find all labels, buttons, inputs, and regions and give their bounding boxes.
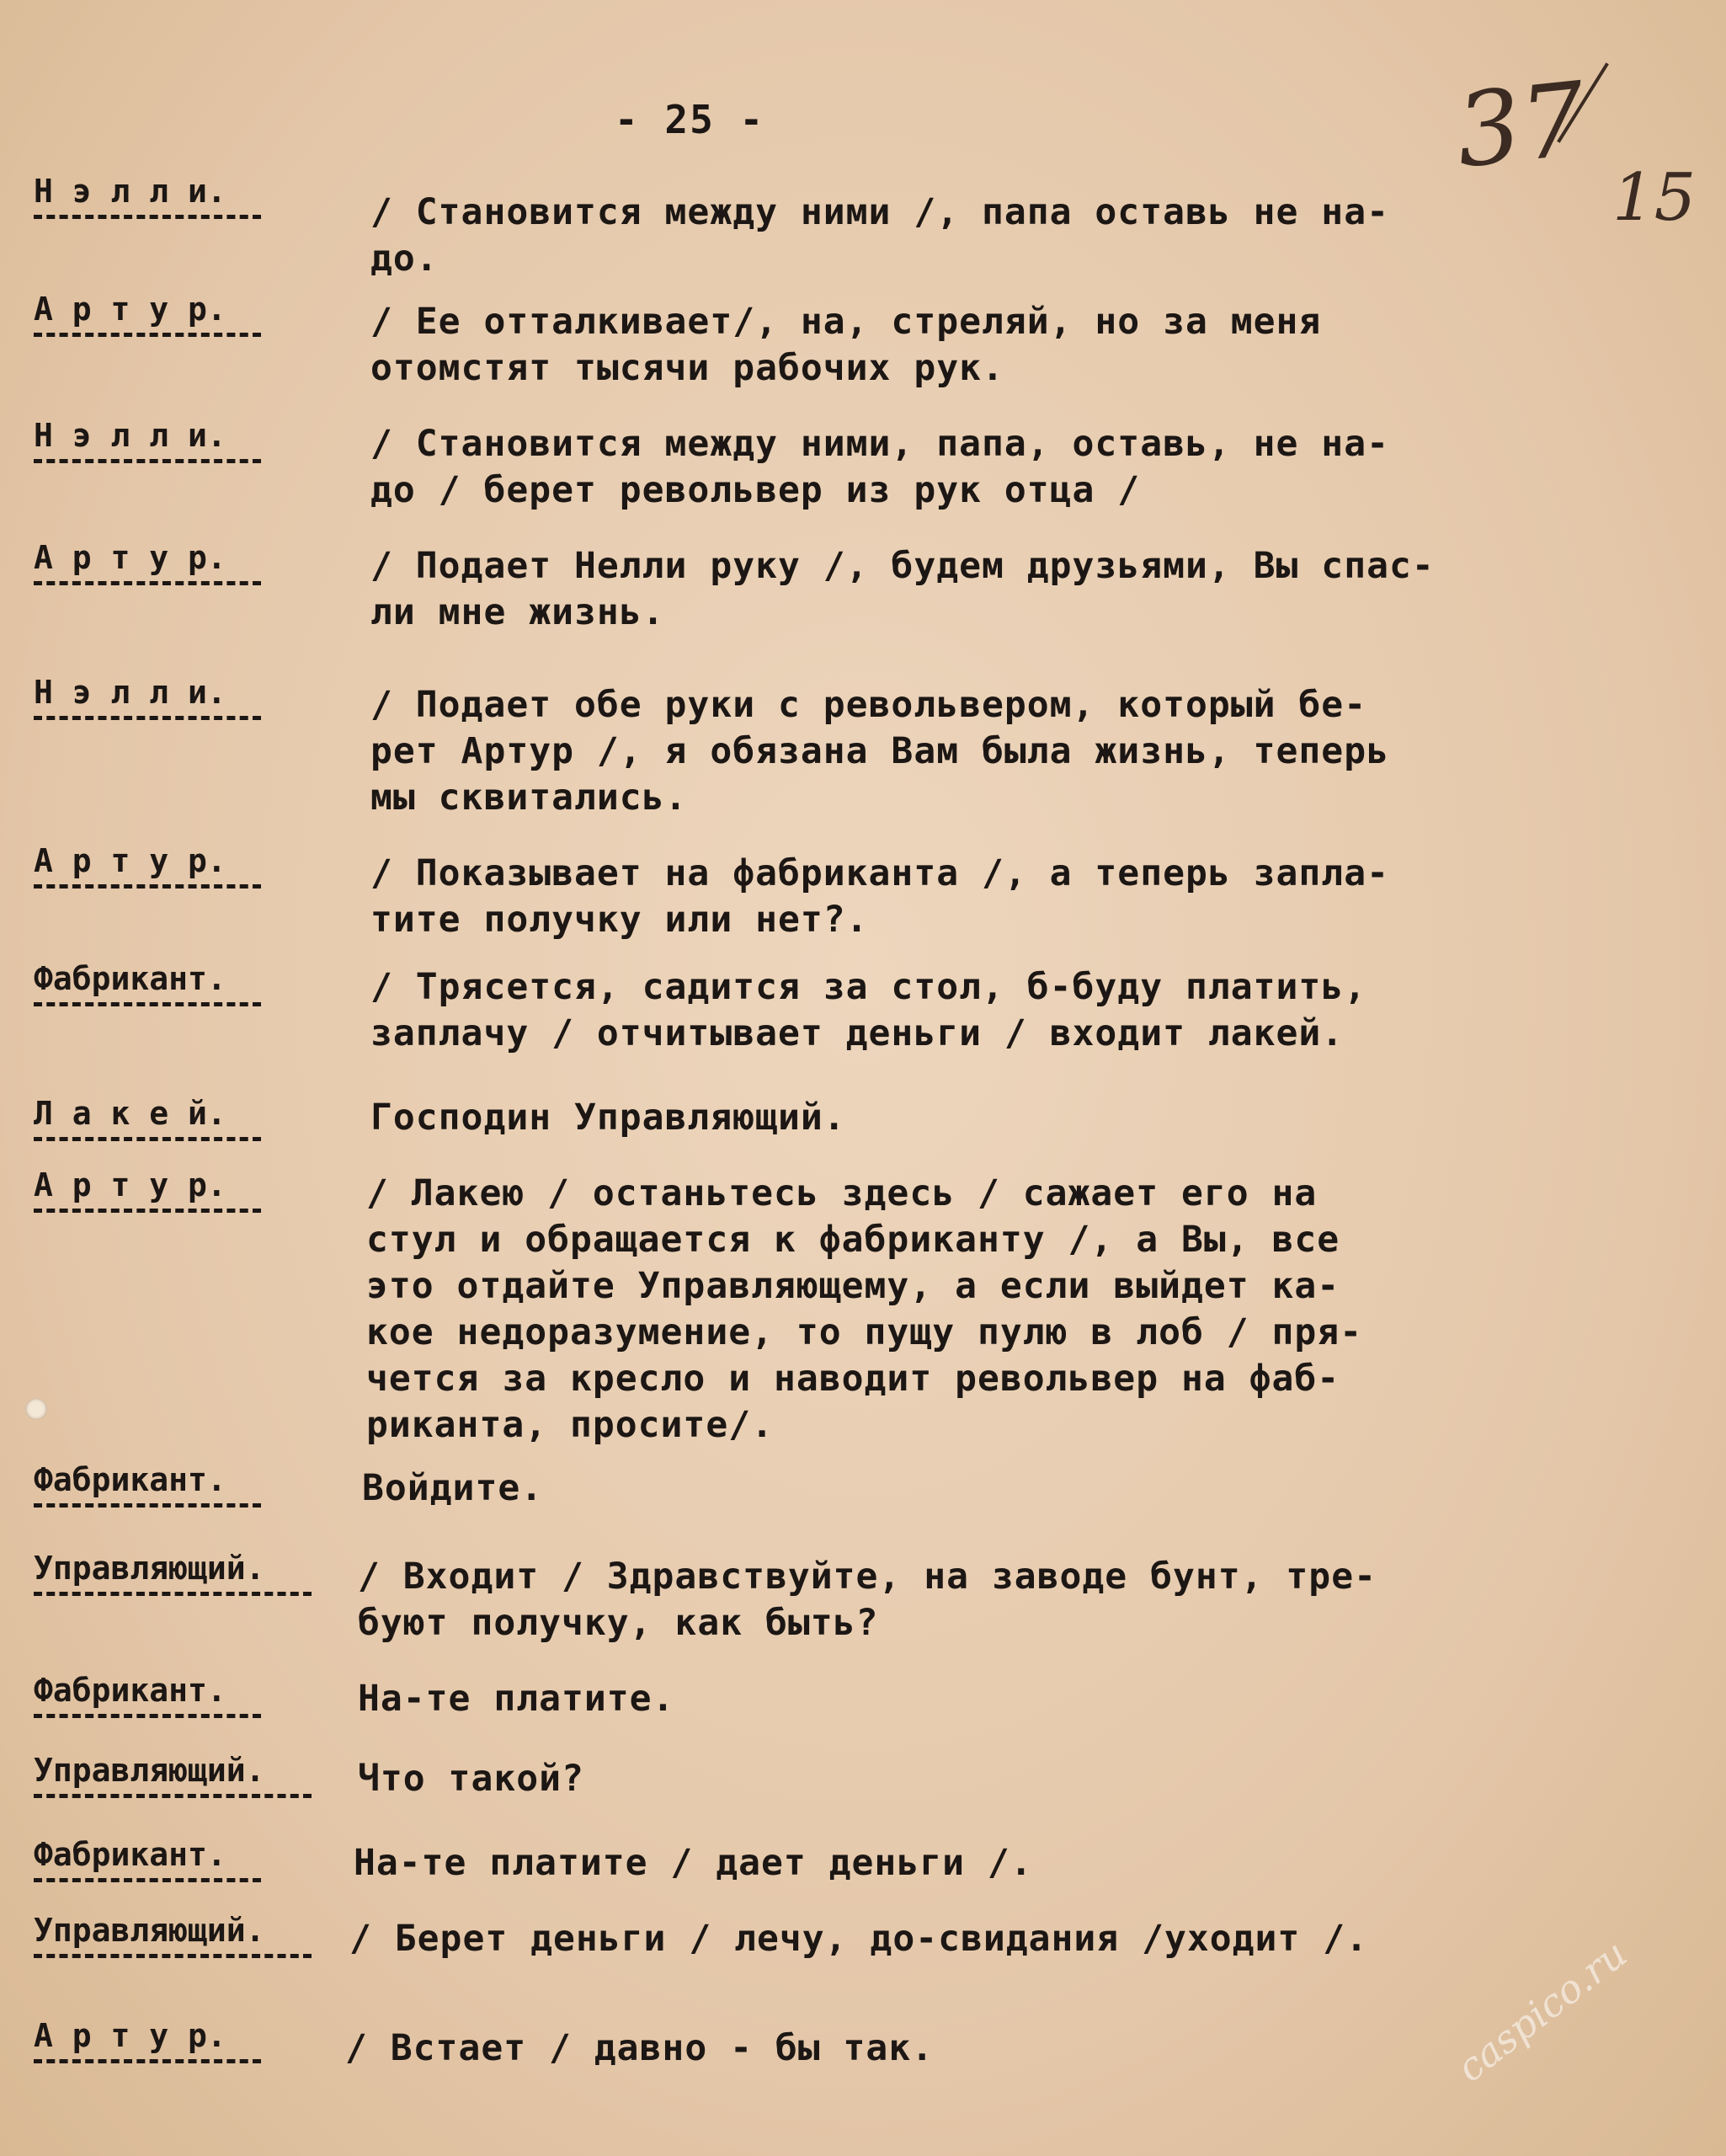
speech-line: кое недоразумение, то пущу пулю в лоб / пря-: [366, 1311, 1363, 1353]
speaker-name: А р т у р.: [34, 291, 226, 328]
speaker-label: [34, 1752, 312, 1798]
speaker-underline: [34, 1794, 312, 1798]
speech-line: / Входит / Здравствуйте, на заводе бунт, тре-: [358, 1556, 1377, 1598]
speech-text: [370, 189, 1600, 282]
speaker-name: Управляющий.: [34, 1752, 265, 1789]
speaker-underline: [34, 215, 261, 219]
watermark: caspico.ru: [1448, 1930, 1636, 2091]
speaker-label: [34, 1166, 312, 1213]
speaker-label: [34, 960, 312, 1006]
speaker-name: Управляющий.: [34, 1550, 265, 1587]
speaker-underline: [34, 1714, 261, 1718]
speech-line: отомстят тысячи рабочих рук.: [370, 347, 1004, 389]
speaker-underline: [34, 1209, 261, 1213]
speaker-label: [34, 674, 312, 720]
speaker-label: [34, 1095, 312, 1141]
speech-text: [370, 1095, 1600, 1141]
speaker-label: [34, 2017, 312, 2063]
speech-line: / Лакею / останьтесь здесь / сажает его на: [366, 1172, 1318, 1214]
speech-text: [370, 543, 1600, 636]
speaker-label: [34, 417, 312, 463]
speaker-underline: [34, 1137, 261, 1141]
speech-line: / Становится между ними /, папа оставь не на-: [370, 191, 1389, 233]
speech-text: [354, 1840, 1583, 1886]
speaker-label: [34, 1836, 312, 1882]
speech-line: мы сквитались.: [370, 776, 688, 819]
speech-line: Войдите.: [362, 1467, 544, 1509]
speaker-underline: [34, 716, 261, 720]
speaker-underline: [34, 1503, 261, 1508]
speaker-label: [34, 842, 312, 889]
speech-text: [349, 1916, 1579, 1962]
speech-text: [358, 1756, 1587, 1802]
speech-text: [370, 682, 1600, 821]
speech-line: Господин Управляющий.: [370, 1097, 846, 1139]
speech-line: буют получку, как быть?: [358, 1602, 879, 1644]
speech-line: / Ее отталкивает/, на, стреляй, но за меня: [370, 301, 1322, 343]
speaker-underline: [34, 884, 261, 889]
speech-line: ли мне жизнь.: [370, 591, 665, 633]
speech-text: [366, 1171, 1595, 1449]
speech-line: / Подает Нелли руку /, будем друзьями, Вы спас-: [370, 545, 1435, 587]
speaker-name: Н э л л и.: [34, 674, 226, 711]
speech-line: / Подает обе руки с револьвером, который бе-: [370, 684, 1367, 726]
speaker-name: Фабрикант.: [34, 1836, 226, 1873]
speech-text: [370, 851, 1600, 943]
speaker-name: Н э л л и.: [34, 417, 226, 454]
speech-line: стул и обращается к фабриканту /, а Вы, все: [366, 1219, 1340, 1261]
speech-text: [358, 1676, 1587, 1722]
speaker-label: [34, 539, 312, 585]
archive-mark-sheet: 15: [1612, 160, 1697, 236]
speech-line: На-те платите / дает деньги /.: [354, 1842, 1033, 1884]
speaker-label: [34, 1461, 312, 1508]
speaker-name: А р т у р.: [34, 2017, 226, 2054]
speech-line: это отдайте Управляющему, а если выйдет ка-: [366, 1265, 1340, 1307]
speech-line: тите получку или нет?.: [370, 899, 869, 941]
speaker-underline: [34, 2059, 261, 2063]
speaker-name: Н э л л и.: [34, 173, 226, 210]
speaker-label: [34, 291, 312, 337]
speech-text: [358, 1554, 1587, 1646]
punch-hole: [25, 1398, 47, 1420]
speaker-name: Фабрикант.: [34, 1672, 226, 1709]
speech-line: заплачу / отчитывает деньги / входит лакей.: [370, 1012, 1345, 1054]
speech-text: [362, 1465, 1591, 1512]
speaker-name: А р т у р.: [34, 1166, 226, 1203]
speech-line: / Берет деньги / лечу, до-свидания /уходит /.: [349, 1918, 1368, 1960]
speech-line: На-те платите.: [358, 1678, 675, 1720]
speaker-underline: [34, 459, 261, 463]
page-number: - 25 -: [615, 97, 765, 142]
speech-line: / Показывает на фабриканта /, а теперь запла-: [370, 852, 1389, 894]
speaker-label: [34, 173, 312, 219]
speech-text: [345, 2025, 1574, 2072]
speaker-label: [34, 1912, 312, 1958]
speaker-name: Управляющий.: [34, 1912, 265, 1949]
speaker-underline: [34, 333, 261, 337]
speech-line: рет Артур /, я обязана Вам была жизнь, теперь: [370, 730, 1389, 772]
speech-line: до / берет револьвер из рук отца /: [370, 469, 1141, 511]
speech-line: / Трясется, садится за стол, б-буду платить,: [370, 966, 1367, 1008]
speech-line: чется за кресло и наводит револьвер на фаб-: [366, 1358, 1340, 1400]
speaker-name: Фабрикант.: [34, 1461, 226, 1498]
speaker-name: А р т у р.: [34, 842, 226, 879]
speaker-underline: [34, 1954, 312, 1958]
speaker-underline: [34, 1878, 261, 1882]
archive-mark-number: 37: [1451, 61, 1591, 191]
speech-text: [370, 964, 1600, 1057]
speaker-underline: [34, 581, 261, 585]
speaker-name: Фабрикант.: [34, 960, 226, 997]
speech-line: риканта, просите/.: [366, 1404, 774, 1446]
speaker-label: [34, 1672, 312, 1718]
speech-text: [370, 299, 1600, 392]
speaker-underline: [34, 1002, 261, 1006]
speaker-name: Л а к е й.: [34, 1095, 226, 1132]
speaker-label: [34, 1550, 312, 1596]
speech-line: до.: [370, 237, 439, 280]
speech-line: / Становится между ними, папа, оставь, не на-: [370, 423, 1389, 465]
speech-line: / Встает / давно - бы так.: [345, 2027, 935, 2069]
speech-text: [370, 421, 1600, 514]
speaker-underline: [34, 1592, 312, 1596]
speech-line: Что такой?: [358, 1758, 584, 1800]
speaker-name: А р т у р.: [34, 539, 226, 576]
